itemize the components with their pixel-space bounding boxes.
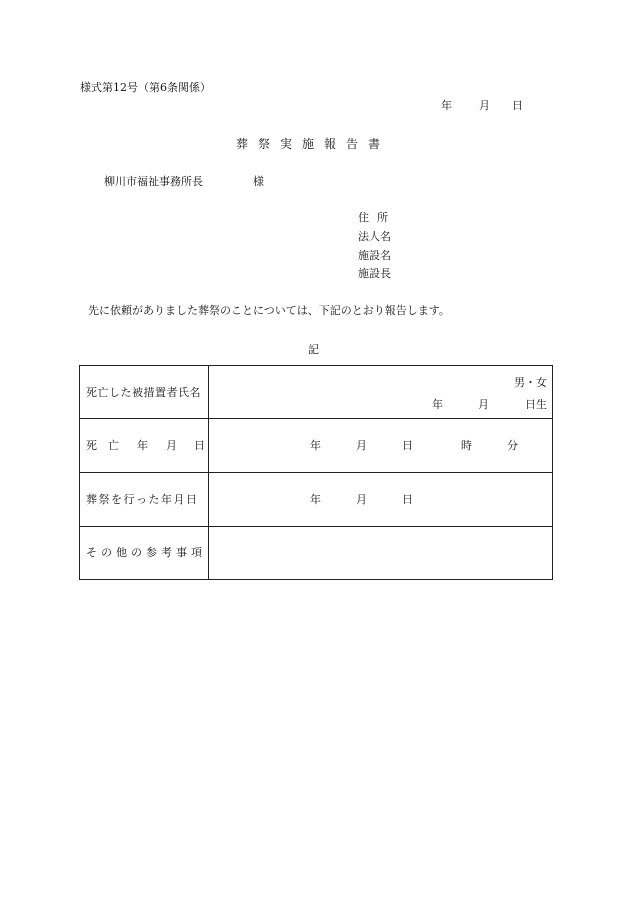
title-char: 祭 — [258, 137, 271, 151]
label-char: 亡 — [108, 439, 119, 452]
label-char: 月 — [166, 439, 177, 452]
form-number: 様式第12号（第6条関係） — [80, 81, 211, 94]
funeral-day-label: 日 — [402, 493, 413, 506]
deceased-name-label: 死亡した被措置者氏名 — [86, 386, 201, 399]
document-title — [236, 138, 390, 150]
ki-heading: 記 — [308, 343, 319, 356]
title-char: 報 — [324, 137, 337, 151]
funeral-month-label: 月 — [356, 493, 367, 506]
other-notes-label: その他の参考事項 — [86, 546, 206, 559]
date-month-label: 月 — [479, 99, 490, 112]
death-date-label — [86, 440, 206, 451]
title-char: 告 — [346, 137, 359, 151]
title-char: 葬 — [236, 137, 249, 151]
report-table — [79, 365, 553, 580]
addressee-name: 柳川市福祉事務所長 — [104, 175, 203, 188]
label-char: 年 — [137, 439, 148, 452]
addressee-honorific: 様 — [253, 175, 264, 188]
birth-month-label: 月 — [478, 398, 489, 411]
death-day-label: 日 — [402, 439, 413, 452]
date-year-label: 年 — [441, 99, 452, 112]
death-month-label: 月 — [356, 439, 367, 452]
title-char: 実 — [280, 137, 293, 151]
reporter-facility-label: 施設名 — [358, 249, 391, 262]
funeral-year-label: 年 — [310, 493, 321, 506]
death-minute-label: 分 — [507, 439, 518, 452]
title-char: 施 — [302, 137, 315, 151]
report-statement: 先に依頼がありました葬祭のことについては、下記のとおり報告します。 — [88, 304, 450, 317]
death-hour-label: 時 — [461, 439, 472, 452]
gender-options: 男・女 — [514, 376, 547, 389]
label-char: 死 — [86, 439, 97, 452]
date-day-label: 日 — [512, 99, 523, 112]
table-row-death-date — [80, 419, 552, 473]
death-year-label: 年 — [310, 439, 321, 452]
birth-year-label: 年 — [432, 398, 443, 411]
birth-day-label: 日生 — [525, 398, 547, 411]
table-row-funeral-date — [80, 473, 552, 527]
table-row-other-notes — [80, 527, 552, 579]
title-char: 書 — [368, 137, 381, 151]
label-char: 日 — [194, 439, 205, 452]
reporter-corporation-label: 法人名 — [358, 230, 391, 243]
reporter-address-label: 住所 — [358, 211, 396, 224]
funeral-date-label: 葬祭を行った年月日 — [86, 493, 199, 506]
table-row-deceased-name — [80, 366, 552, 419]
reporter-director-label: 施設長 — [358, 267, 391, 280]
